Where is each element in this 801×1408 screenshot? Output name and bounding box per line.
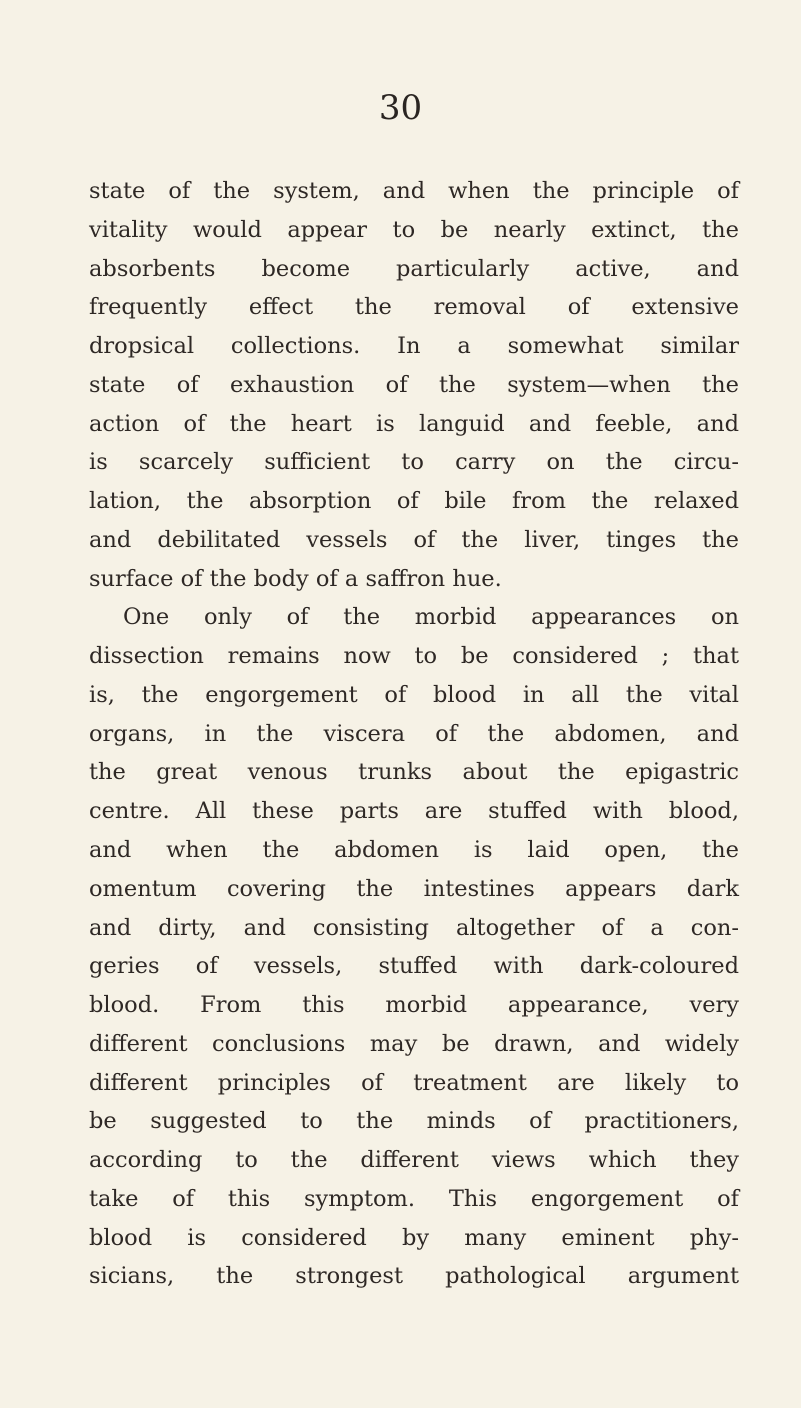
text-line: and dirty, and consisting altogether of a con- [89, 914, 739, 941]
text-line: sicians, the strongest pathological argument [89, 1263, 739, 1290]
text-line: frequently effect the removal of extensive [89, 294, 739, 321]
text-line: and debilitated vessels of the liver, tinges the [89, 526, 739, 553]
text-line: dissection remains now to be considered ; that [89, 643, 739, 670]
text-line: the great venous trunks about the epigastric [89, 759, 739, 786]
text-line: different principles of treatment are likely to [89, 1069, 739, 1096]
text-line: dropsical collections. In a somewhat similar [89, 333, 739, 360]
text-line: vitality would appear to be nearly extinct, the [89, 216, 739, 243]
text-line: surface of the body of a saffron hue. [89, 565, 502, 592]
text-line: be suggested to the minds of practitioners, [89, 1108, 739, 1135]
text-line: geries of vessels, stuffed with dark-coloured [89, 953, 739, 980]
text-line: is, the engorgement of blood in all the vital [89, 681, 739, 708]
text-line: lation, the absorption of bile from the relaxed [89, 488, 739, 515]
text-line: is scarcely sufficient to carry on the circu- [89, 449, 739, 476]
text-line: One only of the morbid appearances on [123, 604, 739, 631]
text-line: according to the different views which they [89, 1147, 739, 1174]
text-line: and when the abdomen is laid open, the [89, 837, 739, 864]
text-line: action of the heart is languid and feeble, and [89, 410, 739, 437]
body-text [89, 172, 739, 1296]
text-line: state of exhaustion of the system—when the [89, 371, 739, 398]
text-line: centre. All these parts are stuffed with blood, [89, 798, 739, 825]
text-line: blood. From this morbid appearance, very [89, 992, 739, 1019]
text-line: absorbents become particularly active, and [89, 255, 739, 282]
text-line: take of this symptom. This engorgement of [89, 1185, 739, 1212]
text-line: state of the system, and when the principle of [89, 178, 739, 204]
text-line: different conclusions may be drawn, and widely [89, 1030, 739, 1057]
page-number: 30 [378, 88, 423, 128]
text-line: omentum covering the intestines appears dark [89, 875, 739, 902]
text-line: blood is considered by many eminent phy- [89, 1224, 739, 1251]
text-line: organs, in the viscera of the abdomen, and [89, 720, 739, 747]
